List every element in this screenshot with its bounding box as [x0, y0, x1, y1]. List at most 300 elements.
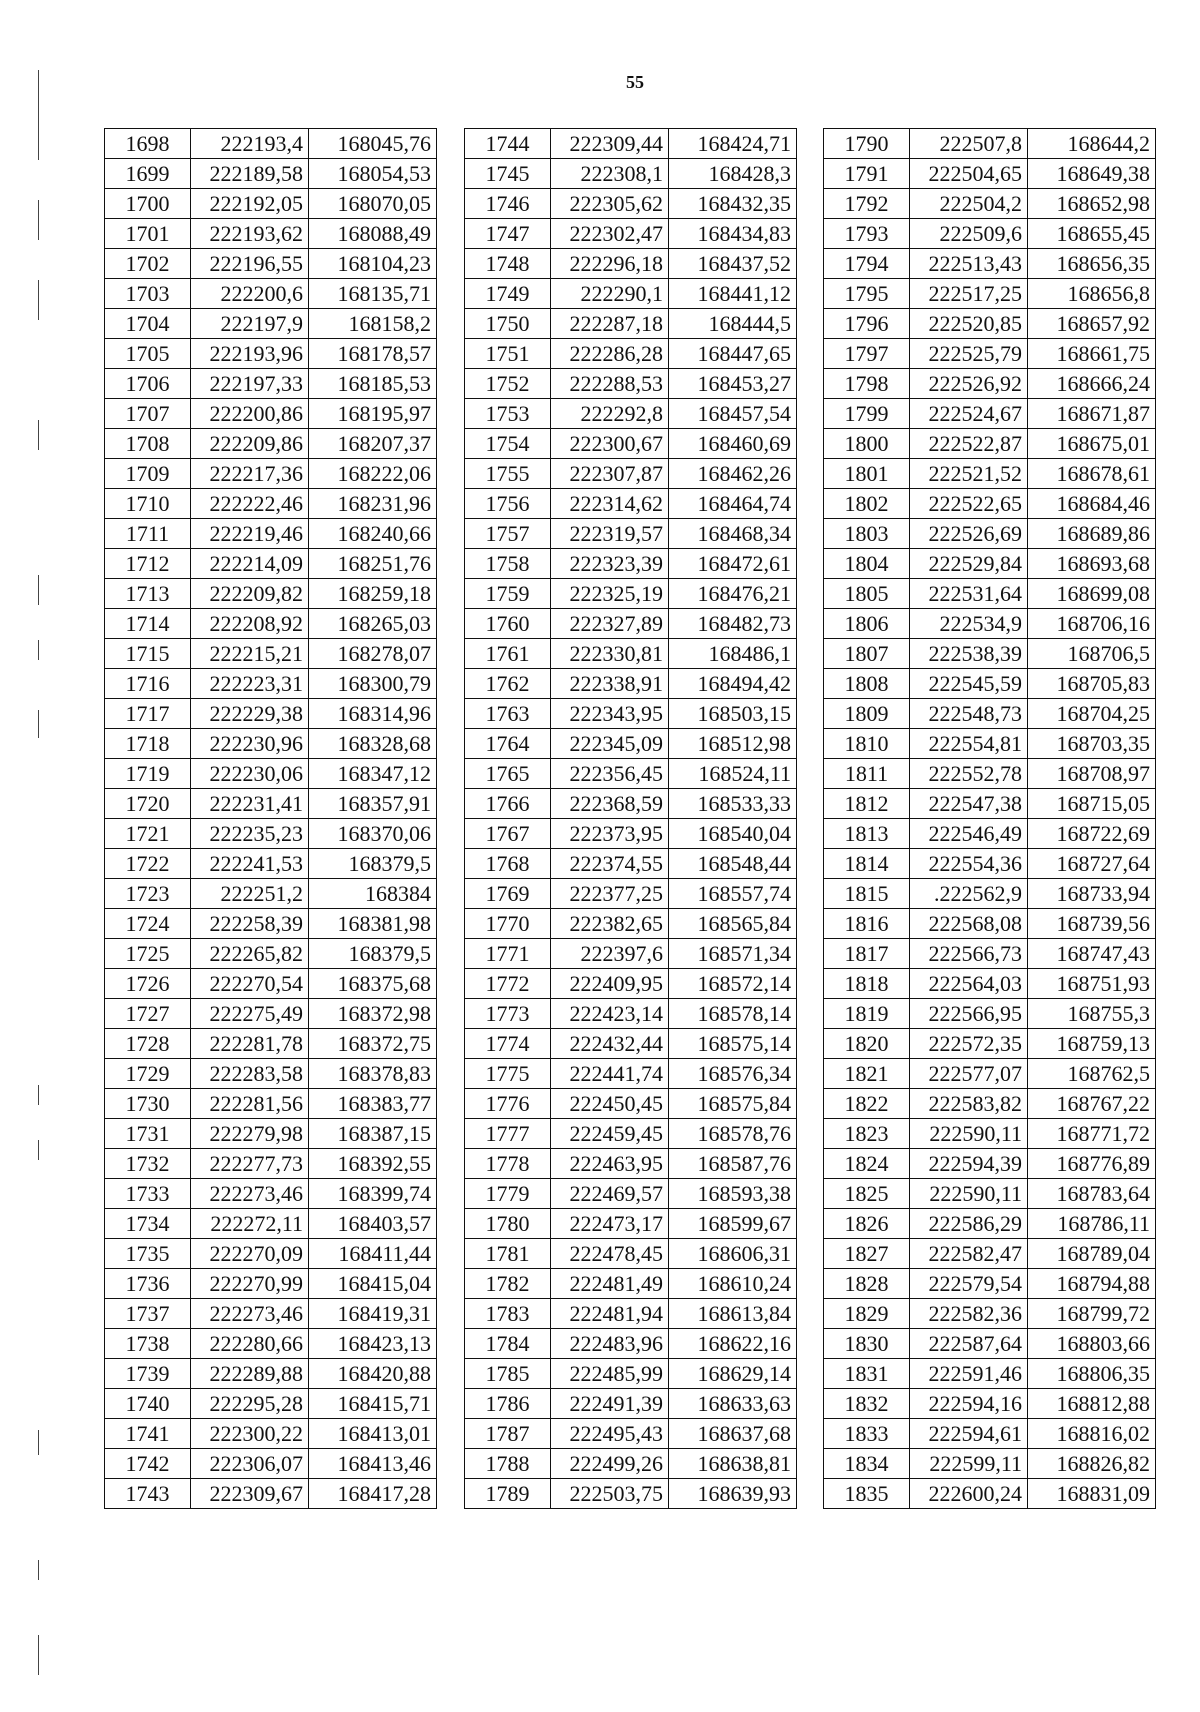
table-row [105, 1419, 437, 1449]
table-row [824, 609, 1156, 639]
y-coordinate-cell: 168347,12 [309, 759, 437, 789]
point-number-cell: 1745 [465, 159, 551, 189]
y-coordinate-cell: 168432,35 [669, 189, 797, 219]
point-number-cell: 1757 [465, 519, 551, 549]
x-coordinate-cell: 222193,4 [191, 129, 309, 159]
x-coordinate-cell: 222534,9 [910, 609, 1028, 639]
point-number-cell: 1814 [824, 849, 910, 879]
point-number-cell: 1829 [824, 1299, 910, 1329]
point-number-cell: 1801 [824, 459, 910, 489]
x-coordinate-cell: 222491,39 [551, 1389, 669, 1419]
point-number-cell: 1821 [824, 1059, 910, 1089]
point-number-cell: 1827 [824, 1239, 910, 1269]
point-number-cell: 1721 [105, 819, 191, 849]
x-coordinate-cell: 222200,86 [191, 399, 309, 429]
x-coordinate-cell: 222189,58 [191, 159, 309, 189]
x-coordinate-cell: 222231,41 [191, 789, 309, 819]
table-row [465, 609, 797, 639]
point-number-cell: 1704 [105, 309, 191, 339]
y-coordinate-cell: 168540,04 [669, 819, 797, 849]
point-number-cell: 1760 [465, 609, 551, 639]
scan-margin-mark [38, 1085, 39, 1105]
x-coordinate-cell: 222273,46 [191, 1299, 309, 1329]
point-number-cell: 1714 [105, 609, 191, 639]
point-number-cell: 1754 [465, 429, 551, 459]
table-row [824, 1449, 1156, 1479]
table-row [105, 699, 437, 729]
y-coordinate-cell: 168722,69 [1028, 819, 1156, 849]
scan-margin-mark [38, 1635, 39, 1675]
table-row [105, 579, 437, 609]
y-coordinate-cell: 168776,89 [1028, 1149, 1156, 1179]
point-number-cell: 1749 [465, 279, 551, 309]
table-row [105, 159, 437, 189]
y-coordinate-cell: 168703,35 [1028, 729, 1156, 759]
table-row [824, 879, 1156, 909]
scan-margin-mark [38, 1560, 39, 1580]
point-number-cell: 1795 [824, 279, 910, 309]
x-coordinate-cell: 222481,49 [551, 1269, 669, 1299]
x-coordinate-cell: 222193,96 [191, 339, 309, 369]
x-coordinate-cell: 222432,44 [551, 1029, 669, 1059]
point-number-cell: 1768 [465, 849, 551, 879]
x-coordinate-cell: 222538,39 [910, 639, 1028, 669]
y-coordinate-cell: 168606,31 [669, 1239, 797, 1269]
point-number-cell: 1717 [105, 699, 191, 729]
point-number-cell: 1794 [824, 249, 910, 279]
table-row [105, 1089, 437, 1119]
y-coordinate-cell: 168610,24 [669, 1269, 797, 1299]
y-coordinate-cell: 168375,68 [309, 969, 437, 999]
x-coordinate-cell: 222296,18 [551, 249, 669, 279]
table-row [105, 669, 437, 699]
table-row [105, 399, 437, 429]
table-row [824, 1059, 1156, 1089]
table-row [824, 1149, 1156, 1179]
table-row [824, 819, 1156, 849]
y-coordinate-cell: 168135,71 [309, 279, 437, 309]
x-coordinate-cell: 222503,75 [551, 1479, 669, 1509]
y-coordinate-cell: 168587,76 [669, 1149, 797, 1179]
table-row [465, 1389, 797, 1419]
point-number-cell: 1781 [465, 1239, 551, 1269]
y-coordinate-cell: 168420,88 [309, 1359, 437, 1389]
x-coordinate-cell: 222309,44 [551, 129, 669, 159]
x-coordinate-cell: 222275,49 [191, 999, 309, 1029]
y-coordinate-cell: 168613,84 [669, 1299, 797, 1329]
table-row [105, 609, 437, 639]
y-coordinate-cell: 168661,75 [1028, 339, 1156, 369]
point-number-cell: 1799 [824, 399, 910, 429]
point-number-cell: 1743 [105, 1479, 191, 1509]
point-number-cell: 1828 [824, 1269, 910, 1299]
table-row [105, 1119, 437, 1149]
y-coordinate-cell: 168799,72 [1028, 1299, 1156, 1329]
y-coordinate-cell: 168675,01 [1028, 429, 1156, 459]
table-row [465, 1359, 797, 1389]
table-row [105, 1029, 437, 1059]
x-coordinate-cell: 222286,28 [551, 339, 669, 369]
x-coordinate-cell: 222373,95 [551, 819, 669, 849]
y-coordinate-cell: 168557,74 [669, 879, 797, 909]
y-coordinate-cell: 168231,96 [309, 489, 437, 519]
point-number-cell: 1739 [105, 1359, 191, 1389]
x-coordinate-cell: 222582,47 [910, 1239, 1028, 1269]
table-row [824, 729, 1156, 759]
x-coordinate-cell: 222554,81 [910, 729, 1028, 759]
x-coordinate-cell: 222270,54 [191, 969, 309, 999]
x-coordinate-cell: 222230,96 [191, 729, 309, 759]
y-coordinate-cell: 168572,14 [669, 969, 797, 999]
y-coordinate-cell: 168783,64 [1028, 1179, 1156, 1209]
table-row [105, 369, 437, 399]
point-number-cell: 1742 [105, 1449, 191, 1479]
point-number-cell: 1758 [465, 549, 551, 579]
x-coordinate-cell: 222306,07 [191, 1449, 309, 1479]
x-coordinate-cell: 222522,65 [910, 489, 1028, 519]
x-coordinate-cell: 222459,45 [551, 1119, 669, 1149]
point-number-cell: 1734 [105, 1209, 191, 1239]
point-number-cell: 1788 [465, 1449, 551, 1479]
x-coordinate-cell: 222279,98 [191, 1119, 309, 1149]
y-coordinate-cell: 168762,5 [1028, 1059, 1156, 1089]
x-coordinate-cell: 222197,33 [191, 369, 309, 399]
table-row [465, 1209, 797, 1239]
x-coordinate-cell: 222295,28 [191, 1389, 309, 1419]
x-coordinate-cell: 222583,82 [910, 1089, 1028, 1119]
y-coordinate-cell: 168599,67 [669, 1209, 797, 1239]
scan-margin-mark [38, 575, 39, 605]
point-number-cell: 1809 [824, 699, 910, 729]
x-coordinate-cell: 222572,35 [910, 1029, 1028, 1059]
point-number-cell: 1823 [824, 1119, 910, 1149]
y-coordinate-cell: 168622,16 [669, 1329, 797, 1359]
y-coordinate-cell: 168708,97 [1028, 759, 1156, 789]
table-row [105, 219, 437, 249]
table-row [465, 729, 797, 759]
x-coordinate-cell: 222495,43 [551, 1419, 669, 1449]
y-coordinate-cell: 168794,88 [1028, 1269, 1156, 1299]
table-row [465, 969, 797, 999]
y-coordinate-cell: 168816,02 [1028, 1419, 1156, 1449]
y-coordinate-cell: 168715,05 [1028, 789, 1156, 819]
table-row [465, 579, 797, 609]
y-coordinate-cell: 168415,04 [309, 1269, 437, 1299]
y-coordinate-cell: 168259,18 [309, 579, 437, 609]
table-row [824, 759, 1156, 789]
table-row [824, 219, 1156, 249]
point-number-cell: 1822 [824, 1089, 910, 1119]
table-row [465, 1299, 797, 1329]
table-row [105, 879, 437, 909]
y-coordinate-cell: 168476,21 [669, 579, 797, 609]
x-coordinate-cell: 222197,9 [191, 309, 309, 339]
point-number-cell: 1746 [465, 189, 551, 219]
y-coordinate-cell: 168512,98 [669, 729, 797, 759]
table-row [105, 939, 437, 969]
y-coordinate-cell: 168704,25 [1028, 699, 1156, 729]
x-coordinate-cell: 222222,46 [191, 489, 309, 519]
point-number-cell: 1831 [824, 1359, 910, 1389]
point-number-cell: 1811 [824, 759, 910, 789]
point-number-cell: 1780 [465, 1209, 551, 1239]
y-coordinate-cell: 168444,5 [669, 309, 797, 339]
point-number-cell: 1825 [824, 1179, 910, 1209]
table-row [465, 249, 797, 279]
point-number-cell: 1725 [105, 939, 191, 969]
table-row [824, 459, 1156, 489]
table-row [824, 339, 1156, 369]
table-row [824, 969, 1156, 999]
point-number-cell: 1773 [465, 999, 551, 1029]
table-row [105, 549, 437, 579]
x-coordinate-cell: 222223,31 [191, 669, 309, 699]
y-coordinate-cell: 168222,06 [309, 459, 437, 489]
y-coordinate-cell: 168575,84 [669, 1089, 797, 1119]
y-coordinate-cell: 168486,1 [669, 639, 797, 669]
x-coordinate-cell: 222300,22 [191, 1419, 309, 1449]
x-coordinate-cell: 222258,39 [191, 909, 309, 939]
x-coordinate-cell: 222409,95 [551, 969, 669, 999]
point-number-cell: 1767 [465, 819, 551, 849]
x-coordinate-cell: 222196,55 [191, 249, 309, 279]
table-row [824, 1029, 1156, 1059]
x-coordinate-cell: 222586,29 [910, 1209, 1028, 1239]
table-row [105, 1359, 437, 1389]
x-coordinate-cell: 222272,11 [191, 1209, 309, 1239]
y-coordinate-cell: 168806,35 [1028, 1359, 1156, 1389]
table-row [105, 309, 437, 339]
x-coordinate-cell: 222270,09 [191, 1239, 309, 1269]
point-number-cell: 1803 [824, 519, 910, 549]
y-coordinate-cell: 168565,84 [669, 909, 797, 939]
x-coordinate-cell: 222545,59 [910, 669, 1028, 699]
y-coordinate-cell: 168207,37 [309, 429, 437, 459]
x-coordinate-cell: 222478,45 [551, 1239, 669, 1269]
x-coordinate-cell: 222499,26 [551, 1449, 669, 1479]
point-number-cell: 1784 [465, 1329, 551, 1359]
x-coordinate-cell: 222229,38 [191, 699, 309, 729]
x-coordinate-cell: 222281,56 [191, 1089, 309, 1119]
x-coordinate-cell: 222521,52 [910, 459, 1028, 489]
table-row [105, 429, 437, 459]
y-coordinate-cell: 168462,26 [669, 459, 797, 489]
scan-margin-mark [38, 70, 39, 160]
point-number-cell: 1805 [824, 579, 910, 609]
table-row [824, 999, 1156, 1029]
point-number-cell: 1775 [465, 1059, 551, 1089]
point-number-cell: 1810 [824, 729, 910, 759]
y-coordinate-cell: 168464,74 [669, 489, 797, 519]
y-coordinate-cell: 168639,93 [669, 1479, 797, 1509]
y-coordinate-cell: 168786,11 [1028, 1209, 1156, 1239]
x-coordinate-cell: 222290,1 [551, 279, 669, 309]
page-number: 55 [626, 72, 644, 92]
y-coordinate-cell: 168638,81 [669, 1449, 797, 1479]
y-coordinate-cell: 168419,31 [309, 1299, 437, 1329]
x-coordinate-cell: 222338,91 [551, 669, 669, 699]
x-coordinate-cell: 222251,2 [191, 879, 309, 909]
table-row [105, 249, 437, 279]
point-number-cell: 1730 [105, 1089, 191, 1119]
x-coordinate-cell: 222302,47 [551, 219, 669, 249]
table-row [465, 1449, 797, 1479]
point-number-cell: 1759 [465, 579, 551, 609]
table-row [465, 1239, 797, 1269]
y-coordinate-cell: 168251,76 [309, 549, 437, 579]
x-coordinate-cell: 222483,96 [551, 1329, 669, 1359]
y-coordinate-cell: 168633,63 [669, 1389, 797, 1419]
table-row [105, 1239, 437, 1269]
x-coordinate-cell: 222522,87 [910, 429, 1028, 459]
scan-margin-mark [38, 420, 39, 450]
point-number-cell: 1709 [105, 459, 191, 489]
y-coordinate-cell: 168240,66 [309, 519, 437, 549]
x-coordinate-cell: 222517,25 [910, 279, 1028, 309]
point-number-cell: 1798 [824, 369, 910, 399]
y-coordinate-cell: 168494,42 [669, 669, 797, 699]
table-row [105, 1389, 437, 1419]
table-row [824, 1269, 1156, 1299]
coordinate-table-3 [823, 128, 1156, 1509]
y-coordinate-cell: 168733,94 [1028, 879, 1156, 909]
point-number-cell: 1783 [465, 1299, 551, 1329]
y-coordinate-cell: 168472,61 [669, 549, 797, 579]
y-coordinate-cell: 168656,35 [1028, 249, 1156, 279]
point-number-cell: 1777 [465, 1119, 551, 1149]
point-number-cell: 1727 [105, 999, 191, 1029]
point-number-cell: 1712 [105, 549, 191, 579]
x-coordinate-cell: 222305,62 [551, 189, 669, 219]
y-coordinate-cell: 168649,38 [1028, 159, 1156, 189]
point-number-cell: 1778 [465, 1149, 551, 1179]
y-coordinate-cell: 168524,11 [669, 759, 797, 789]
point-number-cell: 1724 [105, 909, 191, 939]
point-number-cell: 1763 [465, 699, 551, 729]
x-coordinate-cell: .222562,9 [910, 879, 1028, 909]
point-number-cell: 1716 [105, 669, 191, 699]
table-row [465, 309, 797, 339]
table-row [824, 1299, 1156, 1329]
x-coordinate-cell: 222566,95 [910, 999, 1028, 1029]
point-number-cell: 1707 [105, 399, 191, 429]
table-row [465, 1089, 797, 1119]
point-number-cell: 1731 [105, 1119, 191, 1149]
scan-margin-mark [38, 280, 39, 320]
x-coordinate-cell: 222327,89 [551, 609, 669, 639]
table-row [824, 1359, 1156, 1389]
point-number-cell: 1772 [465, 969, 551, 999]
table-row [465, 1059, 797, 1089]
table-row [465, 369, 797, 399]
point-number-cell: 1782 [465, 1269, 551, 1299]
x-coordinate-cell: 222319,57 [551, 519, 669, 549]
x-coordinate-cell: 222441,74 [551, 1059, 669, 1089]
point-number-cell: 1834 [824, 1449, 910, 1479]
x-coordinate-cell: 222287,18 [551, 309, 669, 339]
y-coordinate-cell: 168656,8 [1028, 279, 1156, 309]
table-row [824, 939, 1156, 969]
x-coordinate-cell: 222323,39 [551, 549, 669, 579]
y-coordinate-cell: 168372,98 [309, 999, 437, 1029]
x-coordinate-cell: 222547,38 [910, 789, 1028, 819]
y-coordinate-cell: 168447,65 [669, 339, 797, 369]
table-row [465, 1269, 797, 1299]
table-row [105, 849, 437, 879]
scan-margin-mark [38, 710, 39, 738]
table-row [824, 1209, 1156, 1239]
table-row [465, 819, 797, 849]
y-coordinate-cell: 168423,13 [309, 1329, 437, 1359]
y-coordinate-cell: 168441,12 [669, 279, 797, 309]
point-number-cell: 1740 [105, 1389, 191, 1419]
x-coordinate-cell: 222374,55 [551, 849, 669, 879]
table-row [465, 909, 797, 939]
x-coordinate-cell: 222281,78 [191, 1029, 309, 1059]
y-coordinate-cell: 168278,07 [309, 639, 437, 669]
point-number-cell: 1705 [105, 339, 191, 369]
point-number-cell: 1741 [105, 1419, 191, 1449]
point-number-cell: 1708 [105, 429, 191, 459]
x-coordinate-cell: 222215,21 [191, 639, 309, 669]
point-number-cell: 1826 [824, 1209, 910, 1239]
y-coordinate-cell: 168424,71 [669, 129, 797, 159]
y-coordinate-cell: 168751,93 [1028, 969, 1156, 999]
y-coordinate-cell: 168727,64 [1028, 849, 1156, 879]
x-coordinate-cell: 222525,79 [910, 339, 1028, 369]
table-row [105, 909, 437, 939]
x-coordinate-cell: 222208,92 [191, 609, 309, 639]
y-coordinate-cell: 168771,72 [1028, 1119, 1156, 1149]
y-coordinate-cell: 168637,68 [669, 1419, 797, 1449]
point-number-cell: 1750 [465, 309, 551, 339]
coordinate-table-2 [464, 128, 797, 1509]
x-coordinate-cell: 222568,08 [910, 909, 1028, 939]
y-coordinate-cell: 168428,3 [669, 159, 797, 189]
point-number-cell: 1793 [824, 219, 910, 249]
x-coordinate-cell: 222587,64 [910, 1329, 1028, 1359]
point-number-cell: 1762 [465, 669, 551, 699]
y-coordinate-cell: 168689,86 [1028, 519, 1156, 549]
point-number-cell: 1802 [824, 489, 910, 519]
x-coordinate-cell: 222600,24 [910, 1479, 1028, 1509]
point-number-cell: 1729 [105, 1059, 191, 1089]
table-row [105, 279, 437, 309]
y-coordinate-cell: 168383,77 [309, 1089, 437, 1119]
table-row [824, 669, 1156, 699]
x-coordinate-cell: 222485,99 [551, 1359, 669, 1389]
point-number-cell: 1726 [105, 969, 191, 999]
table-row [824, 549, 1156, 579]
point-number-cell: 1706 [105, 369, 191, 399]
y-coordinate-cell: 168593,38 [669, 1179, 797, 1209]
x-coordinate-cell: 222548,73 [910, 699, 1028, 729]
y-coordinate-cell: 168300,79 [309, 669, 437, 699]
point-number-cell: 1736 [105, 1269, 191, 1299]
point-number-cell: 1804 [824, 549, 910, 579]
x-coordinate-cell: 222283,58 [191, 1059, 309, 1089]
point-number-cell: 1817 [824, 939, 910, 969]
y-coordinate-cell: 168434,83 [669, 219, 797, 249]
x-coordinate-cell: 222520,85 [910, 309, 1028, 339]
x-coordinate-cell: 222463,95 [551, 1149, 669, 1179]
point-number-cell: 1786 [465, 1389, 551, 1419]
table-row [465, 189, 797, 219]
table-row [465, 849, 797, 879]
table-row [465, 339, 797, 369]
table-row [105, 1179, 437, 1209]
point-number-cell: 1813 [824, 819, 910, 849]
